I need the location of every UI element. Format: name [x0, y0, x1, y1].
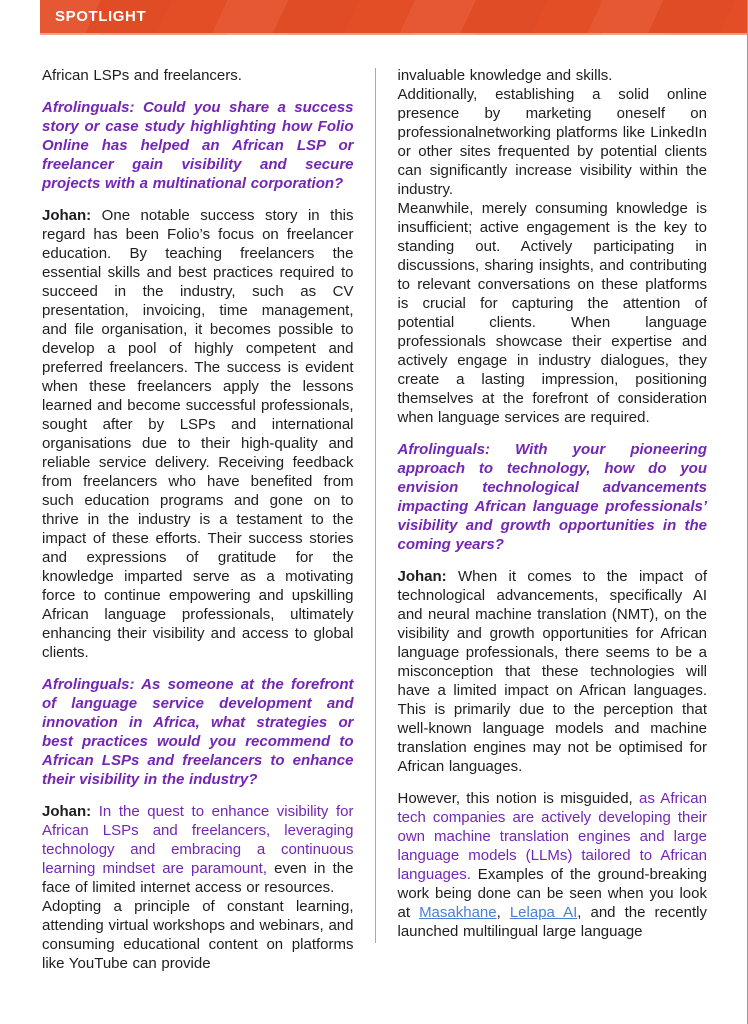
text-segment: When it comes to the impact of technological advancements, specifically AI and neural machine translation (NMT), on the visibility and growth opportunities for African language professionals, there seems to be a misconception that these technologies will have a limited impact on African languages. This is primarily due to the perception that well-known language models and machine translation engines may not be optimised for African languages.	[397, 568, 707, 775]
right-column	[398, 66, 708, 973]
article-content	[0, 35, 747, 973]
inline-link[interactable]: Lelapa AI	[509, 904, 578, 921]
speaker-label: Johan:	[42, 207, 92, 224]
interview-answer	[398, 567, 708, 776]
text-segment: African LSPs and freelancers.	[42, 67, 242, 84]
text-segment: Could you share a success story or case study highlighting how Folio Online has helped an African LSP or freelancer gain visibility and secure projects with a multinational corporation?	[42, 99, 354, 192]
speaker-label: Afrolinguals:	[42, 99, 135, 116]
speaker-label: Afrolinguals:	[397, 441, 490, 458]
text-segment: ,	[496, 904, 510, 921]
text-segment: as African tech companies are actively developing their own machine translation engines and large language models (LLMs) tailored to African languages.	[397, 790, 707, 883]
text-segment: Adopting a principle of constant learning, attending virtual workshops and webinars, and consuming educational content on platforms like YouTube can provide	[42, 898, 354, 972]
column-divider	[375, 68, 376, 943]
left-column	[42, 66, 354, 973]
text-segment: As someone at the forefront of language service development and innovation in Africa, what strategies or best practices would you recommend to African LSPs and freelancers to enhance their visibility in the industry?	[42, 676, 354, 788]
text-segment: Examples of the ground-breaking work being done can be seen when you look at	[397, 866, 707, 921]
body-paragraph	[398, 66, 708, 85]
text-segment: Additionally, establishing a solid online presence by marketing oneself on professionalnetworking platforms like LinkedIn or other sites frequented by potential clients can significantly increase visibility within the industry.	[397, 86, 707, 198]
text-segment: With your pioneering approach to technology, how do you envision technological advancements impacting African language professionals’ visibility and growth opportunities in the coming years?	[397, 441, 707, 553]
body-paragraph	[42, 897, 354, 973]
text-segment: even in the face of limited internet access or resources.	[42, 860, 354, 896]
text-segment: , and the recently launched multilingual large language	[397, 904, 707, 940]
body-paragraph	[42, 66, 354, 85]
speaker-label: Afrolinguals:	[42, 676, 135, 693]
text-segment: One notable success story in this regard has been Folio’s focus on freelancer education. By teaching freelancers the essential skills and best practices required to succeed in the industry, such as CV presentation, invoicing, time management, and file organisation, it becomes possible to develop a pool of highly competent and preferred freelancers. The success is evident when these freelancers apply the lessons learned and become successful professionals, sought after by LSPs and international organisations due to their high-quality and reliable service delivery. Receiving feedback from freelancers who have benefited from such education programs and gone on to thrive in the industry is a testament to the impact of these efforts. Their success stories and expressions of gratitude for the knowledge imparted serve as a motivating force to continue empowering and upskilling African language professionals, ultimately enhancing their visibility and access to global clients.	[42, 207, 354, 661]
spotlight-banner	[40, 0, 747, 35]
text-segment: Meanwhile, merely consuming knowledge is insufficient; active engagement is the key to standing out. Actively participating in discussions, sharing insights, and contributing to relevant conversations on these platforms is crucial for capturing the attention of potential clients. When language professionals showcase their expertise and actively engage in industry dialogues, they create a lasting impression, positioning themselves at the forefront of consideration when language services are required.	[397, 200, 707, 426]
inline-link[interactable]: Masakhane	[419, 904, 497, 921]
interview-question	[42, 98, 354, 193]
body-paragraph	[398, 199, 708, 427]
text-segment: However, this notion is misguided,	[397, 790, 640, 807]
speaker-label: Johan:	[42, 803, 92, 820]
text-segment: In the quest to enhance visibility for African LSPs and freelancers, leveraging technology and embracing a continuous learning mindset are paramount,	[42, 803, 354, 877]
body-paragraph	[398, 789, 708, 941]
interview-question	[42, 675, 354, 789]
text-segment: invaluable knowledge and skills.	[397, 67, 613, 84]
banner-title: SPOTLIGHT	[55, 8, 147, 25]
speaker-label: Johan:	[397, 568, 447, 585]
interview-question	[398, 440, 708, 554]
interview-answer	[42, 802, 354, 897]
interview-answer	[42, 206, 354, 662]
body-paragraph	[398, 85, 708, 199]
